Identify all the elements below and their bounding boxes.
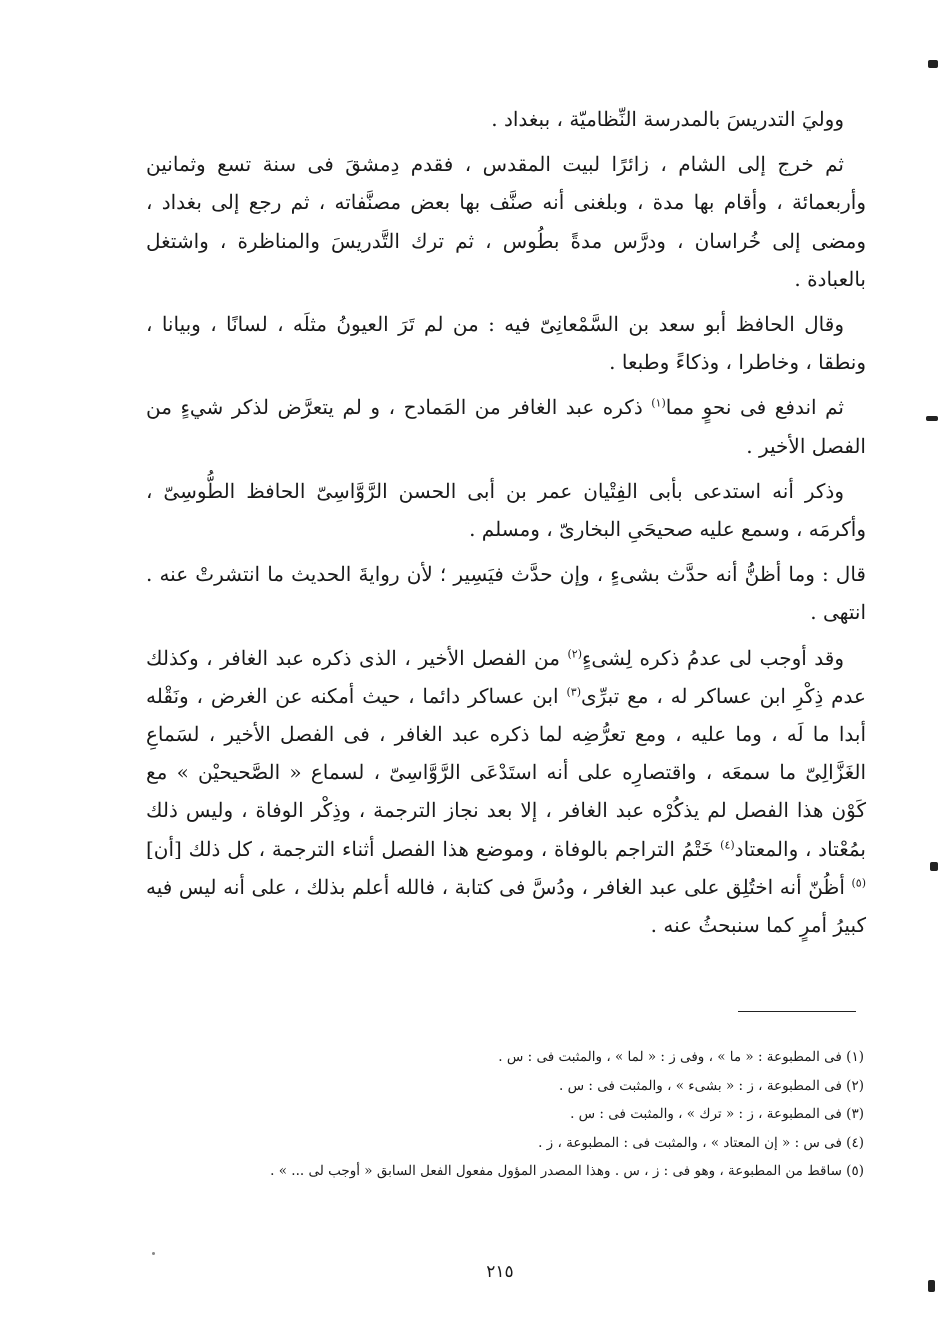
paragraph-4-text-b: ذكره عبد الغافر من المَمادح ، و لم يتعرَّض لذكر شيءٍ من الفصل الأخير . — [146, 395, 866, 458]
footnote-ref-3: (٣) — [566, 685, 581, 699]
page-number: ٢١٥ — [486, 1262, 514, 1282]
footnote-ref-4: (٤) — [720, 838, 735, 851]
footnote-3: (٣) فى المطبوعة ، ز : « ترك » ، والمثبت فى : س . — [570, 1106, 864, 1122]
paragraph-1: ووليَ التدريسَ بالمدرسة النِّظاميّة ، ببغداد . — [491, 107, 844, 131]
main-text — [146, 100, 866, 951]
paragraph-2: ثم خرج إلى الشام ، زائرًا لبيت المقدس ، فقدم دِمشقَ فى سنة تسع وثمانين وأربعمائة ، وأقام بها مدة ، وبلغنى أنه صنَّف بها بعض مصنَّفاته ، ثم رجع إلى بغداد ، ومضى إلى خُراسان ، ودرَّس مدةً بطُوس ، ثم ترك التَّدريسَ والمناظرة ، واشتغل بالعبادة . — [146, 152, 866, 291]
paragraph-7-text-c: ابن عساكر دائما ، حيث أمكنه عن الغرض ، ونَقْله أبدا ما لَه ، وما عليه ، ومع تعرُّضِه لما ذكره عبد الغافر ، فى الفصل الأخير ، لسَماعِ الغَزَّالِىّ ما سمعَه ، واقتصارِه على أنه استَدْعَى الرَّوَّاسِىّ ، لسماع « الصَّحيحيْن » مع كَوْن هذا الفصل لم يذكُرْه عبد الغافر ، إلا بعد نجاز الترجمة ، وذِكْر الوفاة ، وليس ذلك بمُعْتاد ، والمعتاد — [146, 683, 866, 861]
footnote-ref-1: (١) — [651, 396, 666, 410]
footnote-4: (٤) فى س : « إن المعتاد » ، والمثبت فى : المطبوعة ، ز . — [538, 1134, 864, 1151]
paragraph-4-text-a: ثم اندفع فى نحوٍ مما — [665, 395, 844, 420]
footnote-ref-2: (٢) — [567, 646, 582, 660]
scan-edge-mark — [928, 1280, 935, 1292]
footnotes — [160, 1043, 864, 1186]
scan-edge-mark — [926, 416, 938, 421]
paragraph-7-text-d: خَتْمُ التراجم بالوفاة ، وموضع هذا الفصل أثناء الترجمة ، كل ذلك [أن] — [146, 836, 721, 861]
scan-edge-mark — [930, 862, 938, 871]
scan-edge-mark — [928, 60, 938, 68]
footnote-1: (١) فى المطبوعة : « ما » ، وفى ز : « لما » ، والمثبت فى : س . — [498, 1049, 864, 1065]
paragraph-5: وذكر أنه استدعى بأبى الفِتْيان عمر بن أبى الحسن الرَّوَّاسِىّ الحافظ الطُّوسِىّ ، وأكرمَه ، وسمع عليه صحيحَىِ البخارىّ ، ومسلم . — [146, 478, 866, 542]
paragraph-7 — [146, 639, 866, 945]
footnote-2: (٢) فى المطبوعة ، ز : « بشىء » ، والمثبت فى : س . — [559, 1077, 864, 1094]
footnote-separator — [738, 1011, 856, 1012]
scan-speck — [152, 1252, 155, 1255]
paragraph-7-text-a: وقد أوجب لى عدمُ ذكره لِشىءٍ — [581, 645, 845, 670]
paragraph-7-text-b: من الفصل الأخير ، الذى ذكره عبد الغافر ، وكذلك عدم ذِكْرِ ابن عساكر له ، مع تبرِّى — [146, 645, 866, 708]
footnote-5: (٥) ساقط من المطبوعة ، وهو فى : ز ، س . وهذا المصدر المؤول مفعول الفعل السابق « أوجب لى ... » . — [270, 1163, 864, 1179]
paragraph-4 — [146, 388, 866, 464]
paragraph-6: قال : وما أظنُّ أنه حدَّث بشىءٍ ، وإن حدَّث فيَسِير ؛ لأن روايةَ الحديث ما انتشرتْ عنه . انتهى . — [146, 562, 866, 625]
paragraph-7-text-e: أظُنّ أنه اختُلِق على عبد الغافر ، ودُسَّ فى كتابة ، فالله أعلم بذلك ، على أنه ليس فيه كبيرُ أمرٍ كما سنبحثُ عنه . — [146, 874, 866, 938]
footnote-ref-5: (٥) — [851, 876, 866, 890]
paragraph-3: وقال الحافظ أبو سعد بن السَّمْعانِىّ فيه : من لم تَرَ العيونُ مثلَه ، لسانًا ، وبيانا ، ونطقا ، وخاطرا ، وذكاءً وطبعا . — [146, 312, 866, 375]
